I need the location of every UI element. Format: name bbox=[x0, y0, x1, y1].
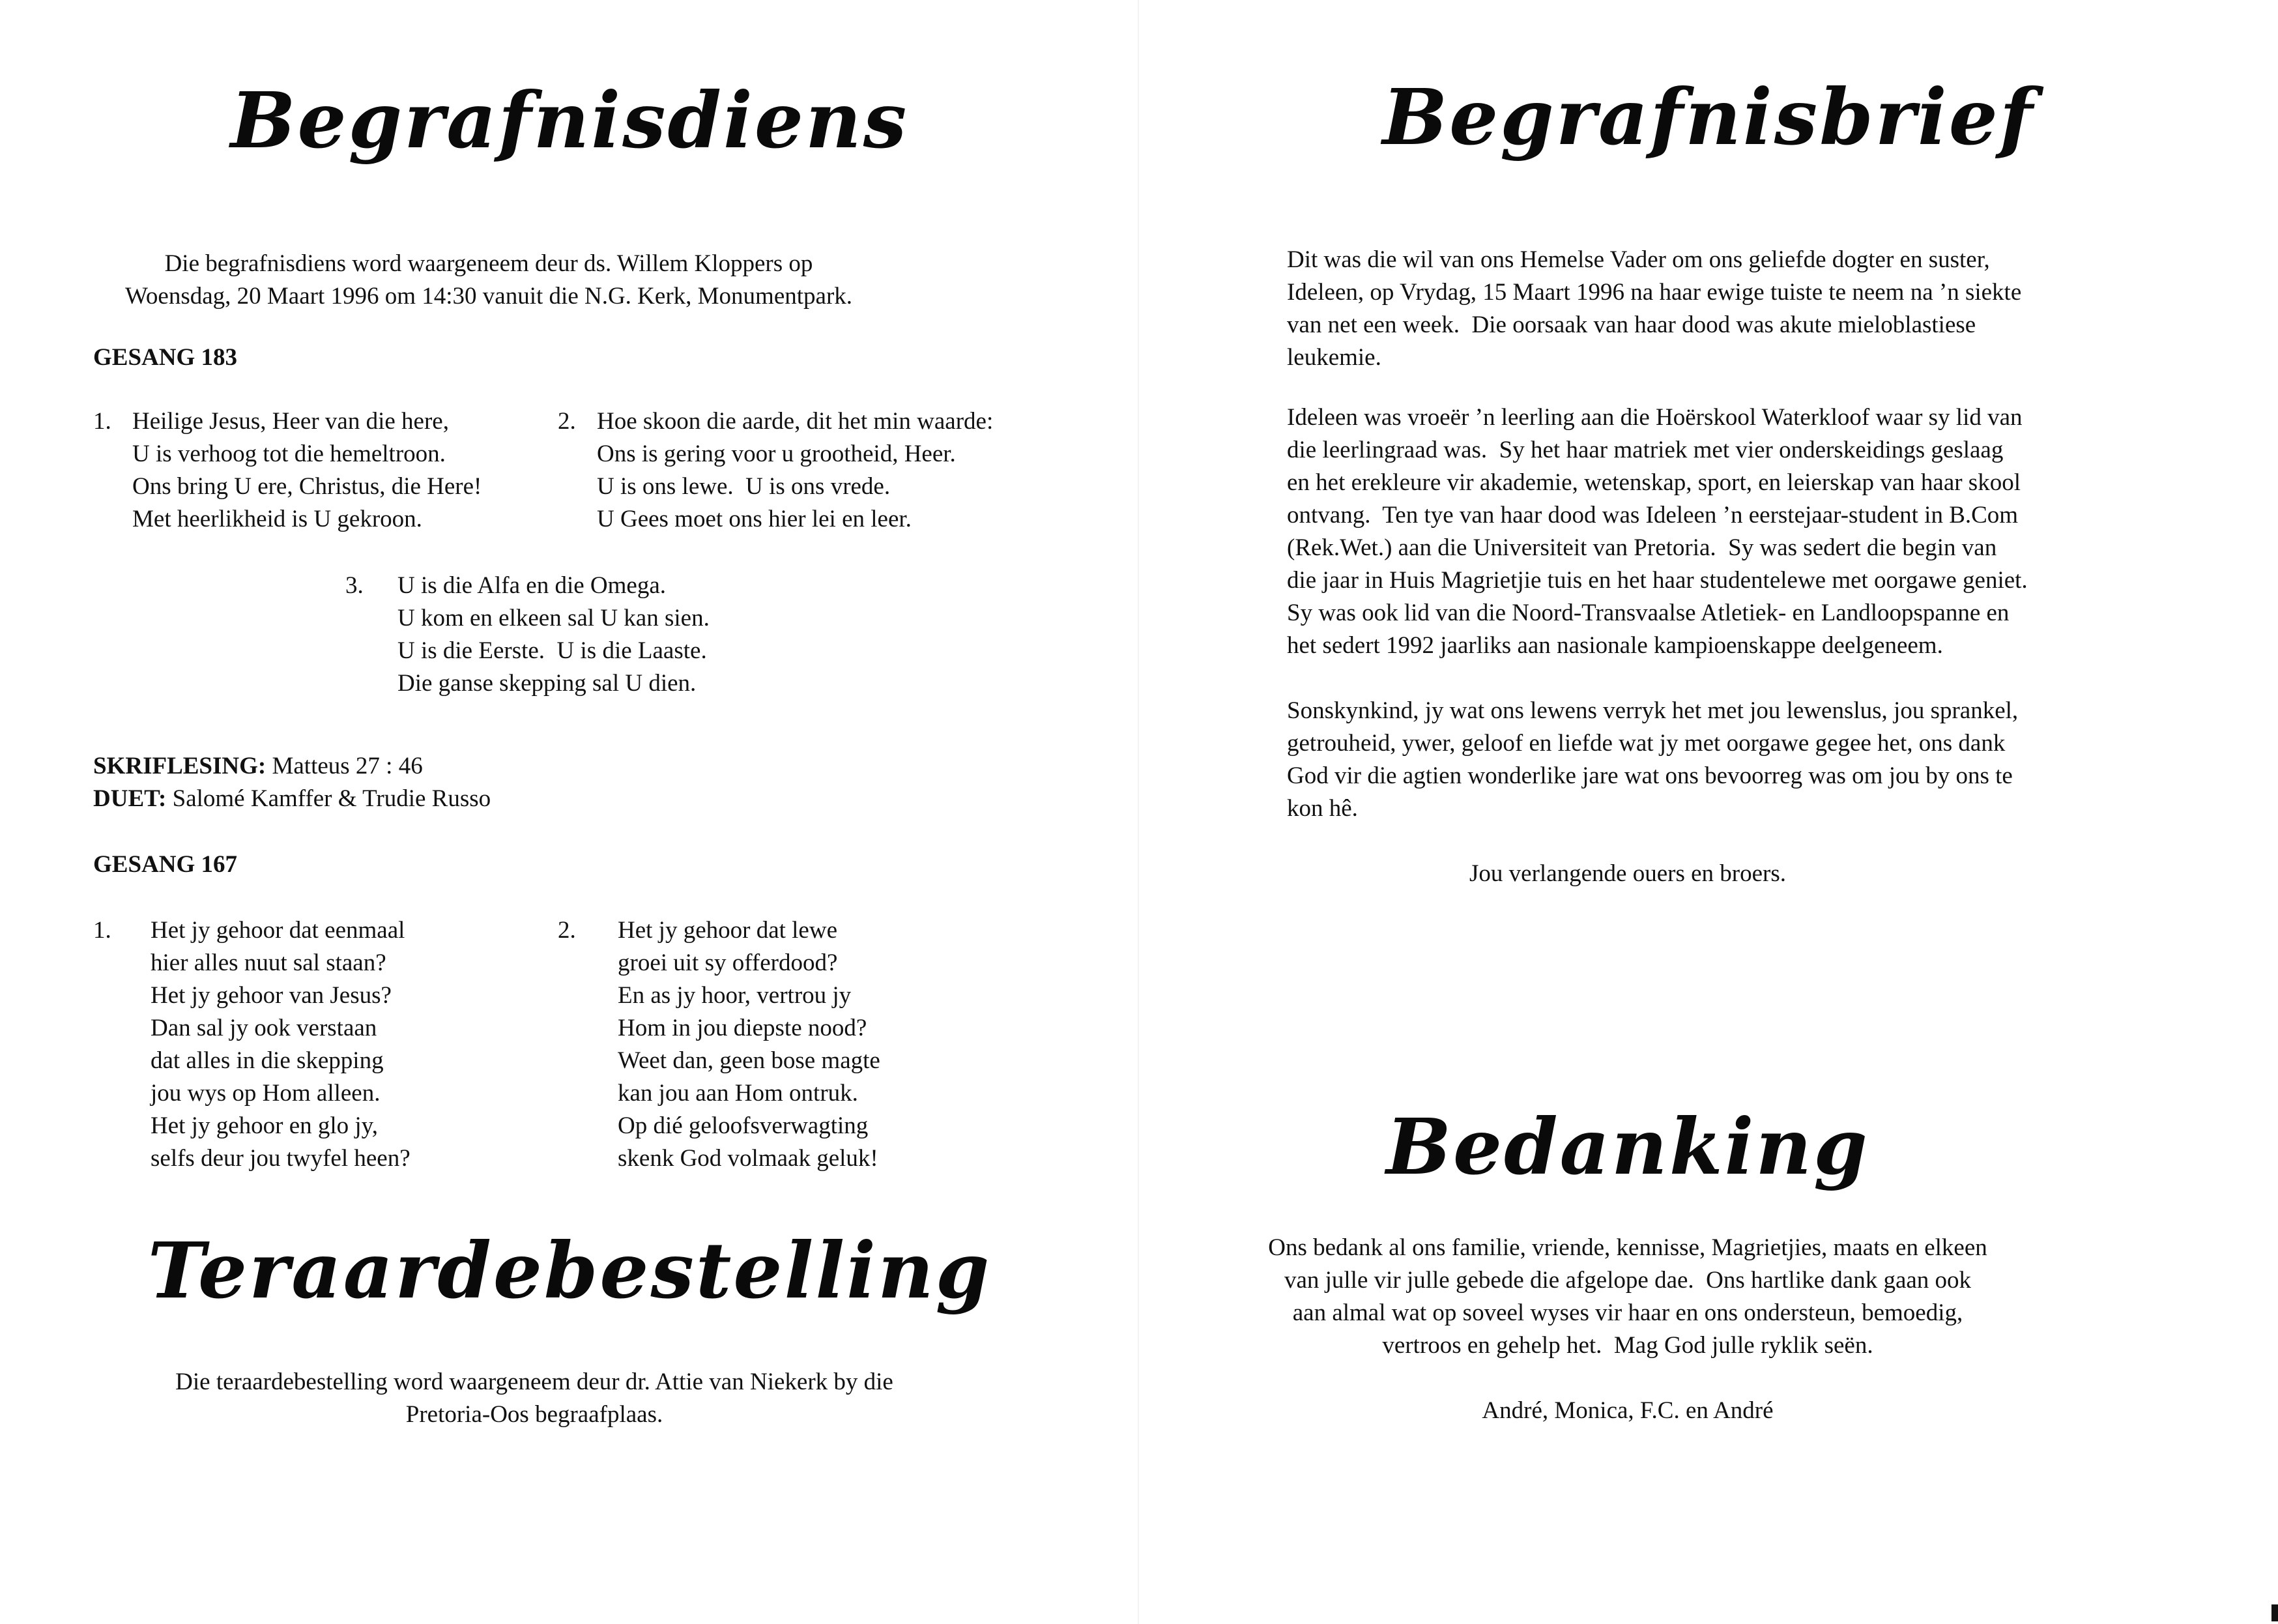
letter-line: Sy was ook lid van die Noord-Transvaalse Atletiek- en Landloopspanne en bbox=[1287, 600, 2010, 626]
letter-line: leukemie. bbox=[1287, 344, 1381, 371]
burial-text-line: Die teraardebestelling word waargeneem deur dr. Attie van Niekerk by die bbox=[175, 1369, 893, 1395]
verse-number: 3. bbox=[345, 572, 364, 599]
hymn1-verse-3 bbox=[345, 570, 867, 700]
letter-line: Dit was die wil van ons Hemelse Vader om ons geliefde dogter en suster, bbox=[1287, 246, 1990, 273]
service-intro-line: Die begrafnisdiens word waargeneem deur ds. Willem Kloppers op bbox=[164, 250, 813, 277]
verse-line: Met heerlikheid is U gekroon. bbox=[132, 506, 422, 532]
letter-line: die jaar in Huis Magrietjie tuis en het haar studentelewe met oorgawe geniet. bbox=[1287, 567, 2028, 594]
letter-line: ontvang. Ten tye van haar dood was Ideleen ’n eerstejaar-student in B.Com bbox=[1287, 502, 2019, 529]
burial-heading: Teraardebestelling bbox=[147, 1225, 992, 1316]
service-intro-line: Woensdag, 20 Maart 1996 om 14:30 vanuit die N.G. Kerk, Monumentpark. bbox=[124, 283, 853, 310]
verse-number: 2. bbox=[558, 917, 576, 944]
thanks-line: van julle vir julle gebede die afgelope dae. Ons hartlike dank gaan ook bbox=[1284, 1267, 1972, 1294]
service-intro bbox=[65, 248, 912, 313]
letter-line: kon hê. bbox=[1287, 795, 1358, 822]
verse-line: Ons bring U ere, Christus, die Here! bbox=[132, 473, 482, 500]
letter-paragraph-2 bbox=[1287, 401, 2028, 662]
duet-value: Salomé Kamffer & Trudie Russo bbox=[172, 785, 491, 812]
letter-line: Sonskynkind, jy wat ons lewens verryk het met jou lewenslus, jou sprankel, bbox=[1287, 697, 2019, 724]
edge-mark bbox=[2271, 1604, 2278, 1621]
letter-line: die leerlingraad was. Sy het haar matriek met vier onderskeidings geslaag bbox=[1287, 437, 2004, 463]
letter-signoff: Jou verlangende ouers en broers. bbox=[1469, 860, 1786, 887]
hymn2-title: GESANG 167 bbox=[93, 851, 238, 878]
verse-line: U is die Eerste. U is die Laaste. bbox=[397, 637, 707, 664]
verse-line: skenk God volmaak geluk! bbox=[618, 1145, 878, 1172]
verse-line: dat alles in die skepping bbox=[151, 1047, 384, 1074]
verse-line: U Gees moet ons hier lei en leer. bbox=[597, 506, 912, 532]
duet-label: DUET: bbox=[93, 785, 167, 812]
verse-line: Die ganse skepping sal U dien. bbox=[397, 670, 697, 697]
verse-line: groei uit sy offerdood? bbox=[618, 950, 838, 976]
verse-line: Weet dan, geen bose magte bbox=[618, 1047, 880, 1074]
thanks-line: aan almal wat op soveel wyses vir haar en ons ondersteun, bemoedig, bbox=[1292, 1299, 1963, 1326]
verse-line: hier alles nuut sal staan? bbox=[151, 950, 386, 976]
hymn1-verse-2 bbox=[558, 405, 1079, 536]
letter-line: God vir die agtien wonderlike jare wat ons bevoorreg was om jou by ons te bbox=[1287, 762, 2013, 789]
burial-text bbox=[65, 1366, 1003, 1431]
verse-line: Hoe skoon die aarde, dit het min waarde: bbox=[597, 408, 994, 435]
scripture-label: SKRIFLESING: bbox=[93, 753, 267, 779]
letter-line: het sedert 1992 jaarliks aan nasionale kampioenskappe deelgeneem. bbox=[1287, 632, 1943, 659]
verse-number: 1. bbox=[93, 917, 111, 944]
verse-line: U kom en elkeen sal U kan sien. bbox=[397, 605, 710, 631]
verse-line: Het jy gehoor en glo jy, bbox=[151, 1112, 379, 1139]
letter-heading: Begrafnisbrief bbox=[1382, 72, 2035, 162]
thanks-line: vertroos en gehelp het. Mag God julle ryklik seën. bbox=[1382, 1332, 1873, 1359]
burial-text-line: Pretoria-Oos begraafplaas. bbox=[405, 1401, 663, 1428]
letter-paragraph-3 bbox=[1287, 695, 2019, 825]
letter-line: en het erekleure vir akademie, wetenskap, sport, en leierskap van haar skool bbox=[1287, 469, 2021, 496]
thanks-line: Ons bedank al ons familie, vriende, kennisse, Magrietjies, maats en elkeen bbox=[1268, 1234, 1987, 1261]
verse-line: Het jy gehoor van Jesus? bbox=[151, 982, 392, 1009]
verse-number: 2. bbox=[558, 408, 576, 435]
letter-line: van net een week. Die oorsaak van haar dood was akute mieloblastiese bbox=[1287, 312, 1976, 338]
verse-line: U is die Alfa en die Omega. bbox=[397, 572, 667, 599]
duet bbox=[93, 783, 491, 815]
verse-line: jou wys op Hom alleen. bbox=[151, 1080, 381, 1107]
verse-line: Hom in jou diepste nood? bbox=[618, 1015, 867, 1041]
verse-line: U is verhoog tot die hemeltroon. bbox=[132, 441, 446, 467]
letter-line: (Rek.Wet.) aan die Universiteit van Pretoria. Sy was sedert die begin van bbox=[1287, 534, 1997, 561]
verse-line: selfs deur jou twyfel heen? bbox=[151, 1145, 411, 1172]
service-heading: Begrafnisdiens bbox=[230, 75, 909, 166]
letter-line: Ideleen, op Vrydag, 15 Maart 1996 na haar ewige tuiste te neem na ’n siekte bbox=[1287, 279, 2022, 306]
verse-line: Op dié geloofsverwagting bbox=[618, 1112, 869, 1139]
hymn2-verse-2 bbox=[558, 914, 1014, 1175]
verse-line: Heilige Jesus, Heer van die here, bbox=[132, 408, 449, 435]
letter-paragraph-1 bbox=[1287, 244, 2022, 374]
letter-line: getrouheid, ywer, geloof en liefde wat jy met oorgawe gegee het, ons dank bbox=[1287, 730, 2006, 757]
scripture-value: Matteus 27 : 46 bbox=[272, 753, 423, 779]
letter-line: Ideleen was vroeër ’n leerling aan die Hoërskool Waterkloof waar sy lid van bbox=[1287, 404, 2023, 431]
verse-line: Het jy gehoor dat lewe bbox=[618, 917, 837, 944]
hymn2-verse-1 bbox=[93, 914, 549, 1175]
verse-line: En as jy hoor, vertrou jy bbox=[618, 982, 852, 1009]
verse-line: Het jy gehoor dat eenmaal bbox=[151, 917, 405, 944]
hymn1-verse-1 bbox=[93, 405, 549, 536]
verse-number: 1. bbox=[93, 408, 111, 435]
thanks-signoff: André, Monica, F.C. en André bbox=[1482, 1397, 1774, 1424]
verse-line: kan jou aan Hom ontruk. bbox=[618, 1080, 858, 1107]
thanks-heading: Bedanking bbox=[1386, 1101, 1869, 1192]
thanks-text bbox=[1237, 1232, 2019, 1362]
verse-line: Ons is gering voor u grootheid, Heer. bbox=[597, 441, 956, 467]
scripture-reading bbox=[93, 750, 423, 783]
right-page bbox=[1139, 0, 2278, 1624]
verse-line: U is ons lewe. U is ons vrede. bbox=[597, 473, 891, 500]
hymn1-title: GESANG 183 bbox=[93, 344, 238, 371]
verse-line: Dan sal jy ook verstaan bbox=[151, 1015, 377, 1041]
